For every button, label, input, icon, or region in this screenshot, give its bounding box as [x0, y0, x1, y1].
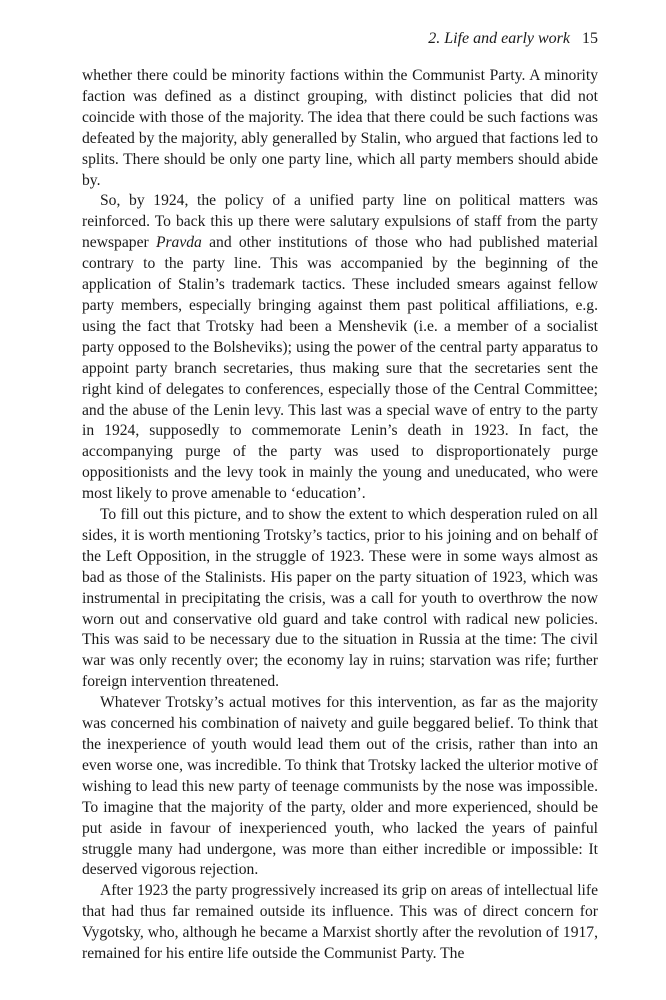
paragraph-3: To fill out this picture, and to show the extent to which desperation ruled on all sides, it is worth mentioning Trotsky’s tactics, prior to his joining and on behalf of the Left Opposition, in the struggle of 1923. These were in some ways almost as bad as those of the Stalinists. His paper on the party situation of 1923, which was instrumental in precipitating the crisis, was a call for youth to overthrow the now worn out and conservative old guard and take control with radical new policies. This was said to be necessary due to the situation in Russia at the time: The civil war was only recently over; the economy lay in ruins; starvation was rife; further foreign intervention threatened. [82, 506, 598, 691]
paragraph-2-text-end: and other institutions of those who had published material contrary to the party line. This was accompanied by the beginning of the application of Stalin’s trademark tactics. These included smears against fellow party members, especially bringing against them past political affiliations, e.g. using the fact that Trotsky had been a Menshevik (i.e. a member of a socialist party opposed to the Bolsheviks); using the power of the central party apparatus to appoint party branch secretaries, thus making sure that the secretaries sent the right kind of delegates to conferences, especially those of the Central Committee; and the abuse of the Lenin levy. This last was a special wave of entry to the party in 1924, supposedly to commemorate Lenin’s death in 1923. In fact, the accompanying purge of the party was used to disproportionately purge oppositionists and the levy took in mainly the young and uneducated, who were most likely to prove amenable to ‘education’. [82, 234, 598, 503]
book-page [82, 28, 598, 965]
paragraph-5: After 1923 the party progressively increased its grip on areas of intellectual life that had thus far remained outside its influence. This was of direct concern for Vygotsky, who, although he became a Marxist shortly after the revolution of 1917, remained for his entire life outside the Communist Party. The [82, 882, 598, 963]
paragraph-1: whether there could be minority factions within the Communist Party. A minority faction was defined as a distinct grouping, with distinct policies that did not coincide with those of the majority. The idea that there could be such factions was defeated by the majority, ably generalled by Stalin, who argued that factions led to splits. There should be only one party line, which all party members should abide by. [82, 67, 598, 189]
page-number: 15 [582, 30, 598, 47]
paragraph-4: Whatever Trotsky’s actual motives for this intervention, as far as the majority was concerned his combination of naivety and guile beggared belief. To think that the inexperience of youth would lead them out of the crisis, rather than into an even worse one, was incredible. To think that Trotsky lacked the ulterior motive of wishing to lead this new party of teenage communists by the nose was impossible. To imagine that the majority of the party, older and more experienced, should be put aside in favour of inexperienced youth, who lacked the years of painful struggle many had undergone, was more than either incredible or impossible: It deserved vigorous rejection. [82, 694, 598, 879]
paragraph-2-text-start: So, by 1924, the policy of a unified party line on political matters was reinforced. To back this up there were salutary expulsions of staff from the party newspaper [82, 192, 598, 252]
paragraph-2 [82, 191, 598, 505]
newspaper-title: Pravda [155, 234, 202, 252]
running-header [82, 28, 598, 50]
chapter-title: 2. Life and early work [428, 30, 570, 47]
